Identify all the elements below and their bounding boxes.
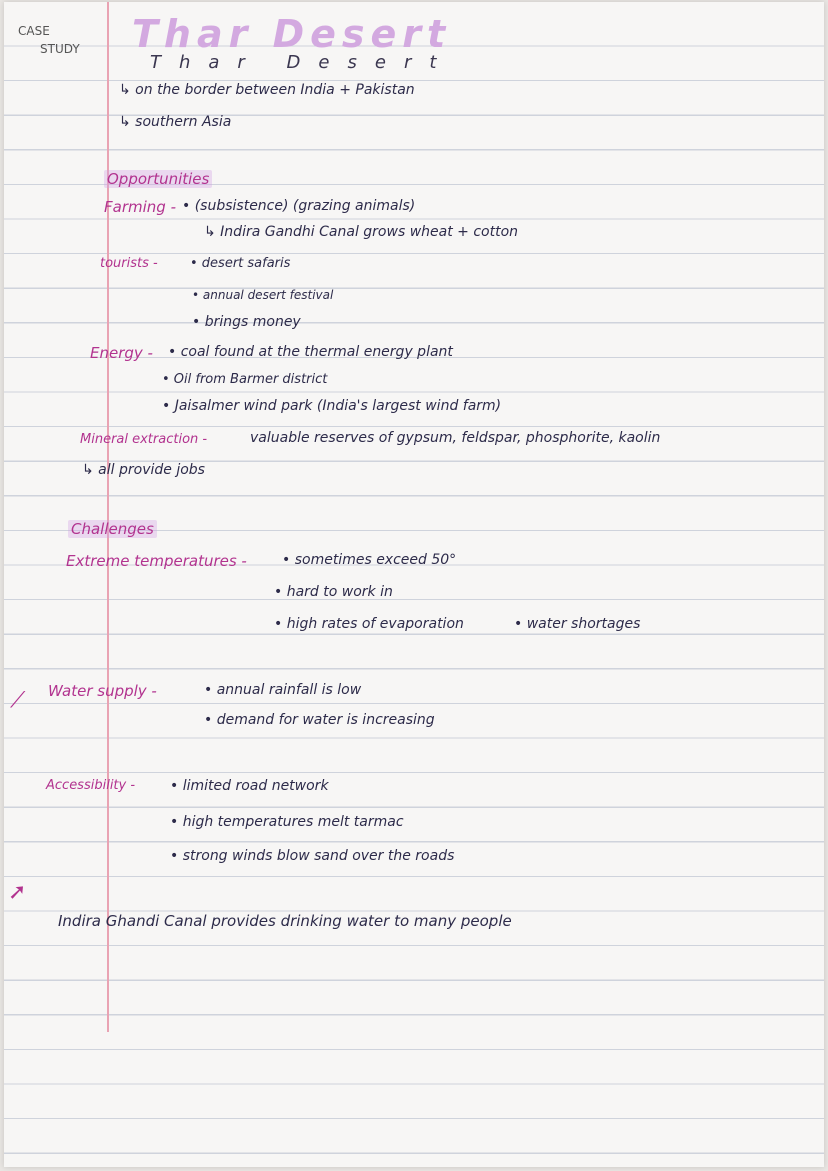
farming-line-1: • (subsistence) (grazing animals) <box>182 198 416 214</box>
margin-line <box>107 2 109 1032</box>
opportunities-heading <box>104 170 212 188</box>
temperatures-label: Extreme temperatures - <box>66 552 247 570</box>
case-label: CASE <box>18 24 50 38</box>
energy-item-2: • Oil from Barmer district <box>162 372 328 387</box>
temperatures-item-2: • hard to work in <box>274 584 393 600</box>
farming-label: Farming - <box>104 198 176 216</box>
challenges-heading-text: Challenges <box>68 520 157 538</box>
opportunities-heading-text: Opportunities <box>104 170 212 188</box>
access-label: Accessibility - <box>46 778 136 793</box>
tourists-item-3: • brings money <box>192 314 301 330</box>
farming-line-2: ↳ Indira Gandhi Canal grows wheat + cotton <box>204 224 519 240</box>
arrow-mark-2: ➚ <box>8 880 27 905</box>
water-item-1: • annual rainfall is low <box>204 682 362 698</box>
access-item-2: • high temperatures melt tarmac <box>170 814 404 830</box>
temperatures-extra: • water shortages <box>514 616 641 632</box>
challenges-heading <box>68 520 157 538</box>
page-title: Thar Desert <box>132 12 452 56</box>
temperatures-item-3: • high rates of evaporation <box>274 616 464 632</box>
mineral-label: Mineral extraction - <box>80 432 208 447</box>
tourists-item-2: • annual desert festival <box>192 288 334 302</box>
page-subtitle: Thar Desert <box>150 52 455 73</box>
energy-item-1: • coal found at the thermal energy plant <box>168 344 453 360</box>
arrow-mark-1: ⟋ <box>10 688 26 713</box>
water-label: Water supply - <box>48 682 157 700</box>
intro-line-2: ↳ southern Asia <box>119 114 232 130</box>
water-item-2: • demand for water is increasing <box>204 712 435 728</box>
temperatures-item-1: • sometimes exceed 50° <box>282 552 457 568</box>
tourists-item-1: • desert safaris <box>190 256 291 271</box>
mineral-note: ↳ all provide jobs <box>82 462 205 478</box>
access-item-3: • strong winds blow sand over the roads <box>170 848 455 864</box>
intro-line-1: ↳ on the border between India + Pakistan <box>119 82 415 98</box>
access-item-1: • limited road network <box>170 778 329 794</box>
conclusion-text: Indira Ghandi Canal provides drinking water to many people <box>58 912 512 930</box>
tourists-label: tourists - <box>100 256 158 271</box>
study-label: STUDY <box>40 42 80 56</box>
energy-label: Energy - <box>90 344 153 362</box>
notebook-page <box>4 2 824 1167</box>
mineral-text: valuable reserves of gypsum, feldspar, phosphorite, kaolin <box>250 430 661 446</box>
energy-item-3: • Jaisalmer wind park (India's largest wind farm) <box>162 398 502 414</box>
